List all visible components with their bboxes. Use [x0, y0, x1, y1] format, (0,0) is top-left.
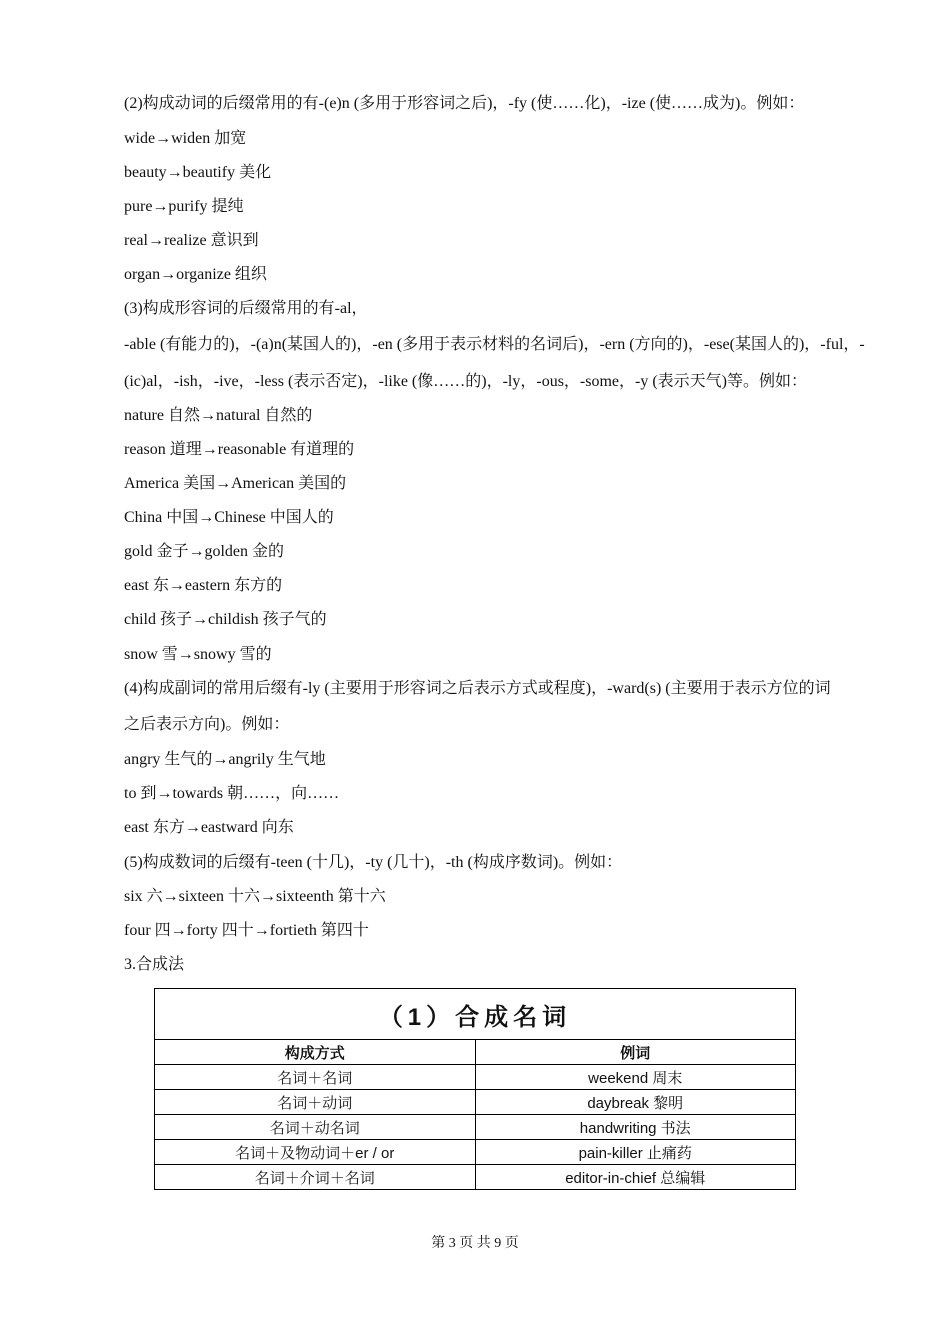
- text-line: real→realize 意识到: [124, 232, 259, 249]
- text-line: child 孩子→childish 孩子气的: [124, 611, 327, 628]
- table-row: [155, 1090, 796, 1115]
- table-title: （1）合成名词: [155, 989, 796, 1040]
- compound-noun-table: [154, 988, 796, 1190]
- table-cell: 名词＋动名词: [155, 1115, 476, 1140]
- table-row: [155, 1065, 796, 1090]
- text-line: (ic)al，-ish，-ive，-less (表示否定)，-like (像……的)，-ly，-ous，-some，-y (表示天气)等。例如：: [124, 373, 808, 390]
- text-line: to 到→towards 朝……，向……: [124, 785, 340, 802]
- page-footer: 第 3 页 共 9 页: [431, 1236, 519, 1251]
- table-row: [155, 1115, 796, 1140]
- text-line: east 东→eastern 东方的: [124, 577, 283, 594]
- table-cell: 名词＋介词＋名词: [155, 1165, 476, 1190]
- text-line: six 六→sixteen 十六→sixteenth 第十六: [124, 888, 386, 905]
- text-line: gold 金子→golden 金的: [124, 543, 284, 560]
- table-cell: pain-killer 止痛药: [475, 1140, 796, 1165]
- text-line: four 四→forty 四十→fortieth 第四十: [124, 922, 369, 939]
- text-line: wide→widen 加宽: [124, 130, 247, 147]
- text-line: pure→purify 提纯: [124, 198, 244, 215]
- text-line: angry 生气的→angrily 生气地: [124, 751, 326, 768]
- text-line: organ→organize 组织: [124, 266, 267, 283]
- text-line: 3.合成法: [124, 956, 185, 973]
- column-header-method: 构成方式: [155, 1040, 476, 1065]
- text-line: east 东方→eastward 向东: [124, 819, 294, 836]
- table-cell: handwriting 书法: [475, 1115, 796, 1140]
- text-line: -able (有能力的)，-(a)n(某国人的)，-en (多用于表示材料的名词后)，-ern (方向的)，-ese(某国人的)，-ful，-: [124, 336, 865, 353]
- table-row: [155, 1165, 796, 1190]
- table-cell: daybreak 黎明: [475, 1090, 796, 1115]
- text-line: 之后表示方向)。例如：: [124, 716, 290, 733]
- text-line: (2)构成动词的后缀常用的有-(e)n (多用于形容词之后)，-fy (使……化)，-ize (使……成为)。例如：: [124, 95, 805, 112]
- table-header-row: [155, 1040, 796, 1065]
- table-cell: 名词＋及物动词＋er / or: [155, 1140, 476, 1165]
- text-line: (5)构成数词的后缀有-teen (十几)，-ty (几十)，-th (构成序数词)。例如：: [124, 854, 623, 871]
- text-line: reason 道理→reasonable 有道理的: [124, 441, 355, 458]
- table-row: [155, 1140, 796, 1165]
- text-line: snow 雪→snowy 雪的: [124, 646, 272, 663]
- text-line: (3)构成形容词的后缀常用的有-al，: [124, 300, 368, 317]
- table-cell: 名词＋名词: [155, 1065, 476, 1090]
- table-cell: weekend 周末: [475, 1065, 796, 1090]
- table-cell: editor-in-chief 总编辑: [475, 1165, 796, 1190]
- table: [154, 988, 796, 1190]
- text-line: America 美国→American 美国的: [124, 475, 347, 492]
- text-line: China 中国→Chinese 中国人的: [124, 509, 334, 526]
- text-line: beauty→beautify 美化: [124, 164, 272, 181]
- column-header-example: 例词: [475, 1040, 796, 1065]
- table-cell: 名词＋动词: [155, 1090, 476, 1115]
- text-line: nature 自然→natural 自然的: [124, 407, 313, 424]
- text-line: (4)构成副词的常用后缀有-ly (主要用于形容词之后表示方式或程度)，-ward(s) (主要用于表示方位的词: [124, 680, 831, 697]
